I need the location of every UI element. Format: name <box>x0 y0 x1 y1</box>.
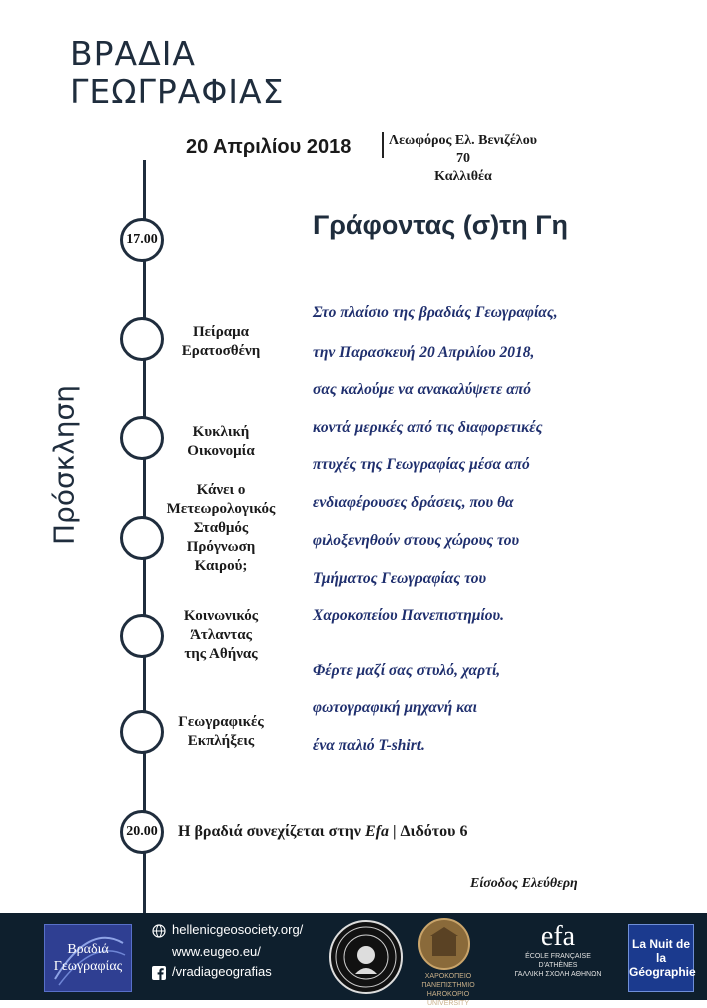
caption-line: ΧΑΡΟΚΟΠΕΙΟ ΠΑΝΕΠΙΣΤΗΜΙΟ <box>421 973 475 989</box>
vradia-logo-line2: Γεωγραφίας <box>53 959 123 974</box>
body-line: Στο πλαίσιο της βραδιάς Γεωγραφίας, <box>313 304 558 321</box>
vradia-logo-line1: Βραδιά <box>67 942 109 957</box>
body-line: ένα παλιό T-shirt. <box>313 737 425 754</box>
efa-caption-line2: ΓΑΛΛΙΚΗ ΣΧΟΛΗ ΑΘΗΝΩΝ <box>514 971 602 978</box>
event-address <box>388 132 538 186</box>
continues-text <box>178 823 467 841</box>
label-line: Καιρού; <box>194 558 248 574</box>
university-building-icon <box>420 920 468 968</box>
label-line: Μετεωρολογικός <box>166 501 276 517</box>
caption-line: HAROKOPIO UNIVERSITY <box>426 991 470 1007</box>
body-line: σας καλούμε να ανακαλύψετε από <box>313 381 531 398</box>
timeline-end-circle: 20.00 <box>120 810 164 854</box>
body-line: την Παρασκευή 20 Απριλίου 2018, <box>313 344 535 361</box>
link-text: hellenicgeosociety.org/ <box>172 922 304 937</box>
body-line: πτυχές της Γεωγραφίας μέσα από <box>313 456 530 473</box>
timeline-item-weather-station <box>146 481 296 576</box>
efa-logo <box>505 922 611 979</box>
label-line: Πρόγνωση <box>186 539 256 555</box>
header-separator <box>382 132 384 158</box>
contact-link-society[interactable] <box>152 922 303 938</box>
label-line: της Αθήνας <box>184 646 258 662</box>
timeline-item-eratosthenes <box>146 323 296 361</box>
facebook-icon <box>152 966 166 980</box>
label-line: Κοινωνικός <box>183 608 259 624</box>
efa-mark: efa <box>540 921 576 952</box>
body-line: ενδιαφέρουσες δράσεις, που θα <box>313 494 514 511</box>
continues-prefix: Η βραδιά συνεχίζεται στην <box>178 823 361 840</box>
timeline-item-social-atlas <box>146 607 296 664</box>
label-line: Σταθμός <box>193 520 249 536</box>
label-line: Πείραμα <box>192 324 249 340</box>
globe-icon <box>152 924 166 938</box>
label-line: Κάνει ο <box>196 482 246 498</box>
continues-address: Διδότου 6 <box>400 823 468 840</box>
timeline-item-circular-economy <box>146 423 296 461</box>
harokopio-caption <box>405 972 491 1008</box>
nuit-line1: La Nuit de la <box>631 937 690 965</box>
label-line: Γεωγραφικές <box>178 714 264 730</box>
label-line: Άτλαντας <box>190 627 252 643</box>
continues-place: Efa <box>364 823 389 840</box>
body-line: Τμήματος Γεωγραφίας του <box>313 570 487 587</box>
greek-geographical-society-seal <box>329 920 403 994</box>
label-line: Οικονομία <box>187 443 255 459</box>
label-line: Κυκλική <box>192 424 250 440</box>
body-line: Φέρτε μαζί σας στυλό, χαρτί, <box>313 662 501 679</box>
efa-caption-line1: ÉCOLE FRANÇAISE D'ATHÈNES <box>525 953 591 969</box>
body-line: φιλοξενηθούν στους χώρους του <box>313 532 520 549</box>
nuit-line2: Géographie <box>629 965 696 979</box>
label-line: Ερατοσθένη <box>181 343 261 359</box>
body-line: φωτογραφική μηχανή και <box>313 699 477 716</box>
invitation-vertical-label: Πρόσκληση <box>47 384 81 546</box>
contact-link-facebook[interactable] <box>152 964 272 980</box>
address-line1: Λεωφόρος Ελ. Βενιζέλου 70 <box>389 133 537 166</box>
body-line: κοντά μερικές από τις διαφορετικές <box>313 419 543 436</box>
seal-emblem-icon <box>331 922 401 992</box>
harokopio-medal <box>418 918 470 970</box>
timeline-start-circle: 17.00 <box>120 218 164 262</box>
contact-link-eugeo[interactable] <box>172 944 261 959</box>
headline: Γράφοντας (σ)τη Γη <box>313 210 569 240</box>
link-text: www.eugeo.eu/ <box>172 944 261 959</box>
link-text: /vradiageografias <box>172 964 272 979</box>
event-title-line2: ΓΕΩΓΡΑΦΙΑΣ <box>70 72 285 111</box>
event-date: 20 Απριλίου 2018 <box>186 136 352 158</box>
label-line: Εκπλήξεις <box>187 733 255 749</box>
timeline-item-geo-surprises <box>146 713 296 751</box>
free-entry: Είσοδος Ελεύθερη <box>470 876 578 891</box>
body-line: Χαροκοπείου Πανεπιστημίου. <box>313 607 504 624</box>
vradia-logo <box>44 924 132 992</box>
address-line2: Καλλιθέα <box>434 169 492 184</box>
event-title-line1: ΒΡΑΔΙΑ <box>70 34 196 73</box>
continues-separator: | <box>392 823 397 840</box>
nuit-geographie-logo <box>628 924 694 992</box>
